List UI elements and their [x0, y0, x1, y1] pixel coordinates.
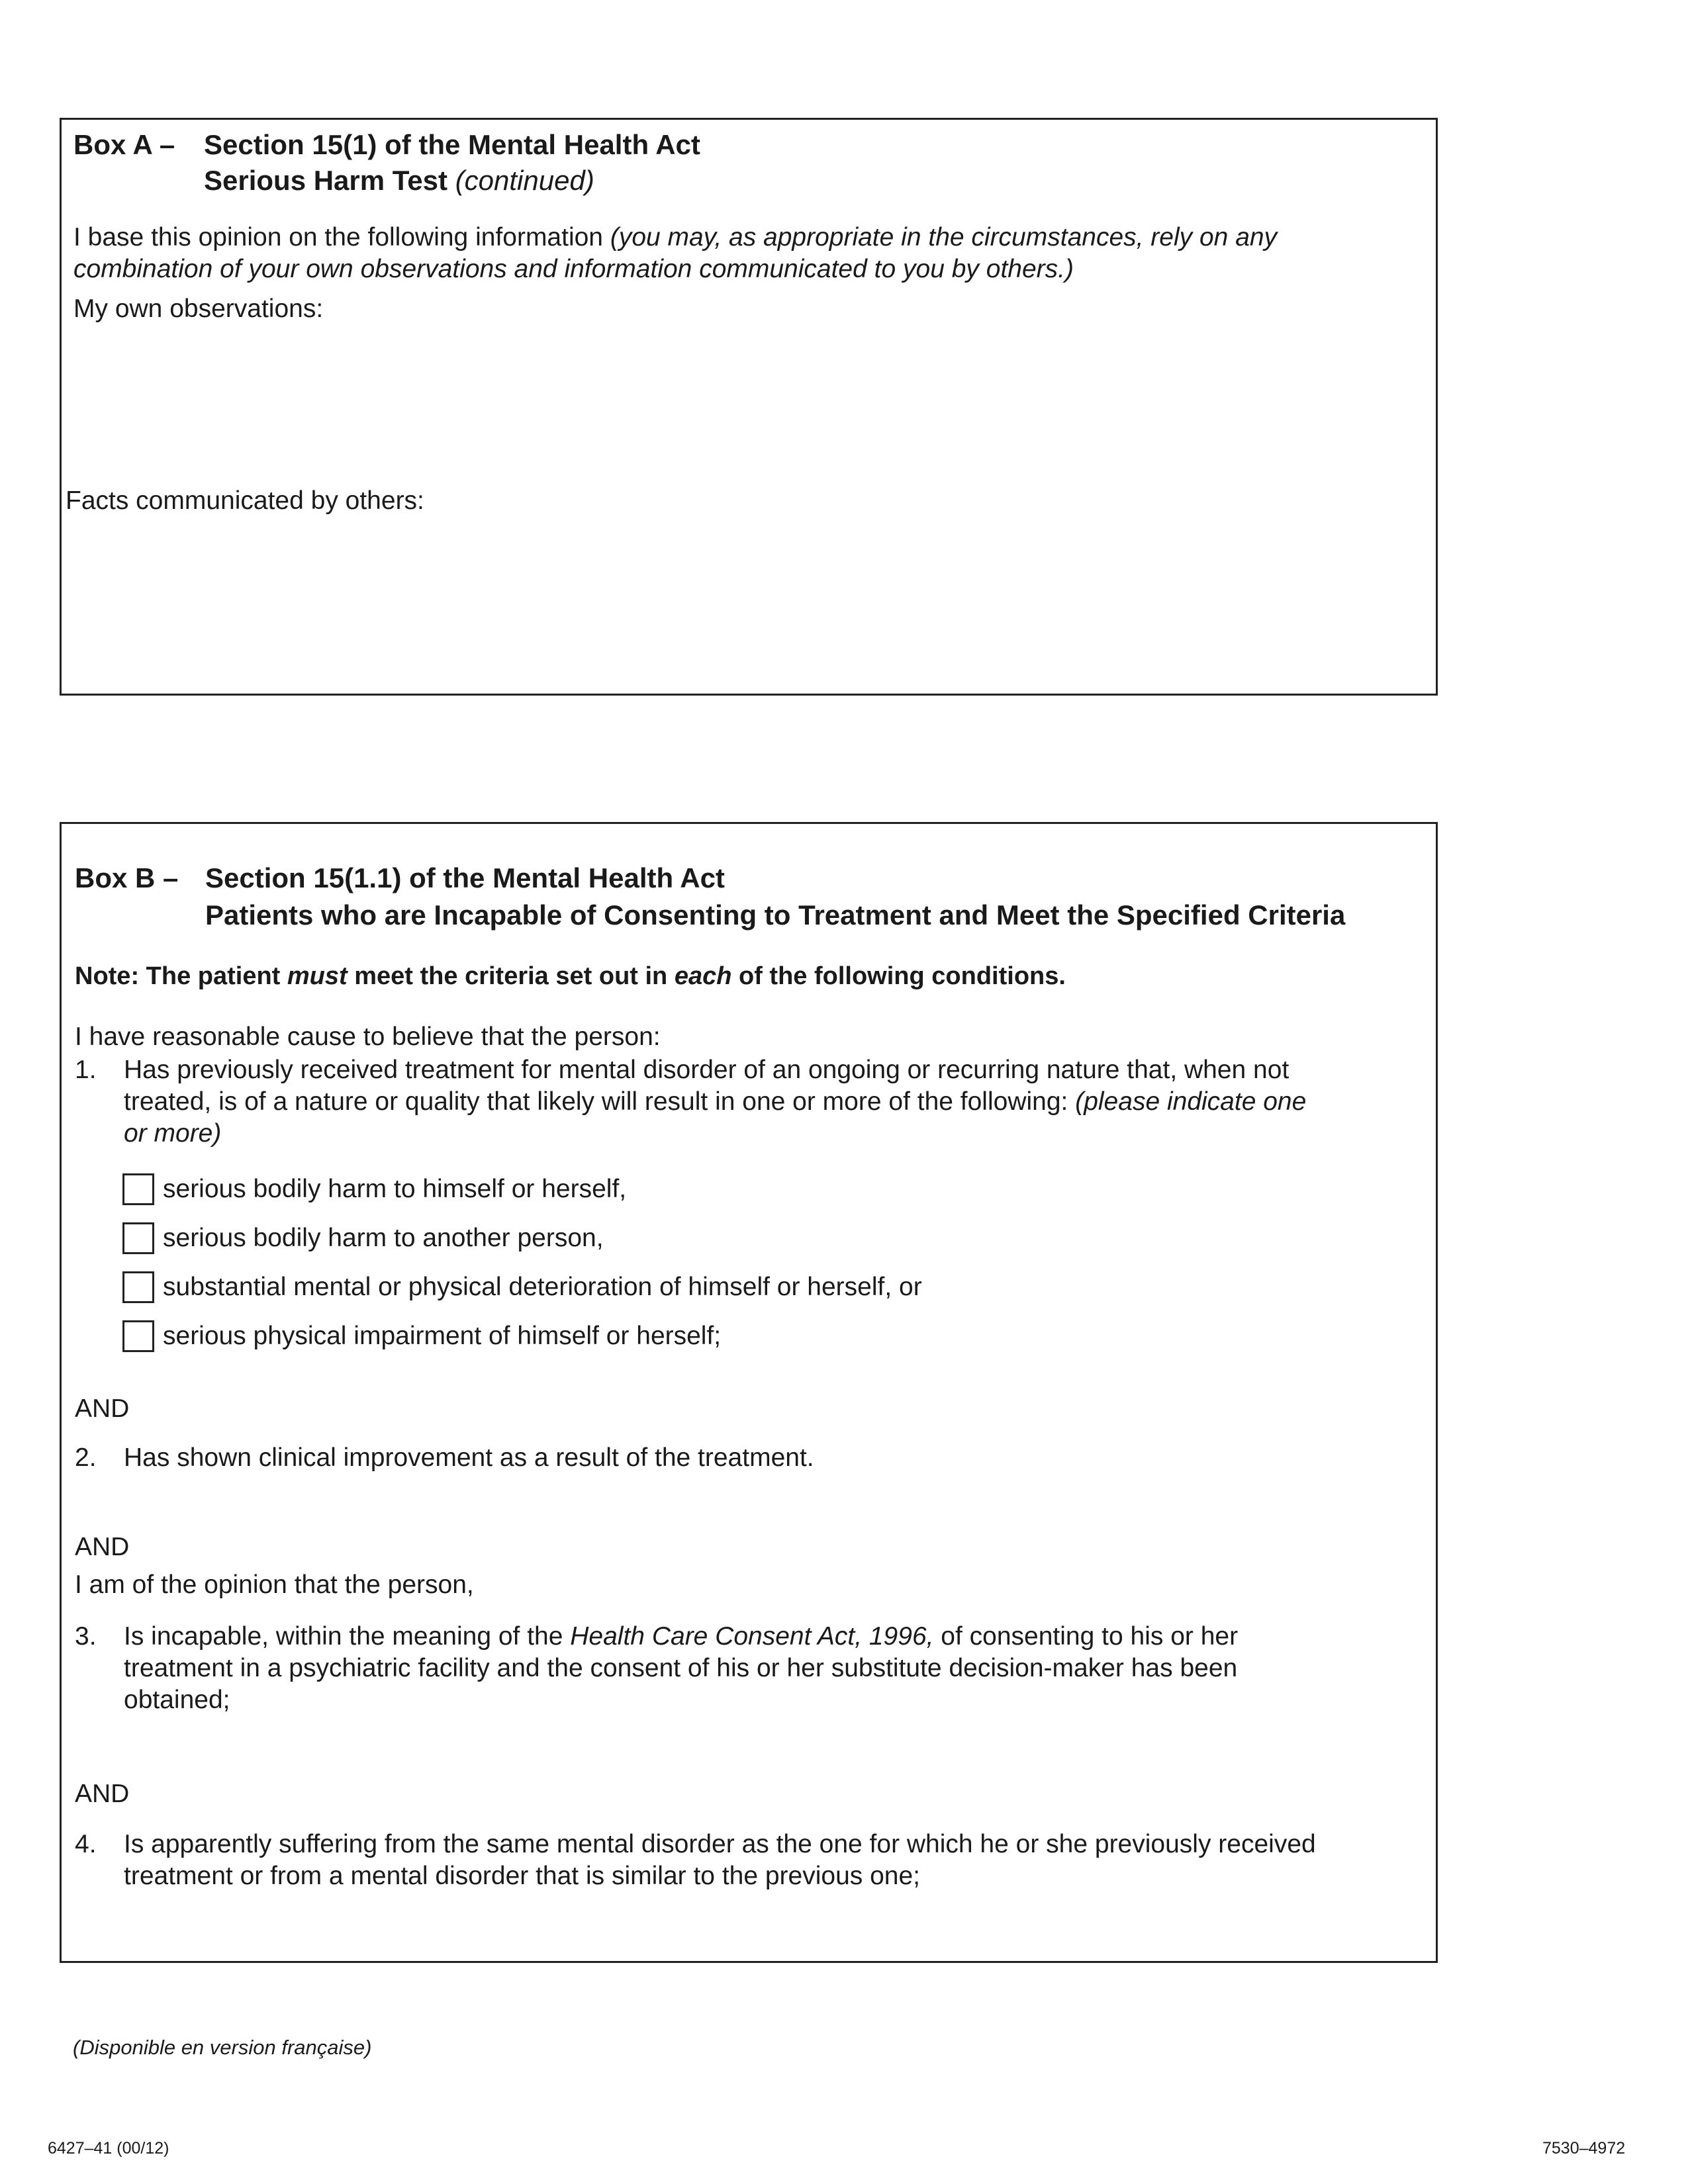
box-a-heading-continued: (continued)	[455, 165, 594, 196]
item3-line2: treatment in a psychiatric facility and the consent of his or her substitute decision-maker has been	[124, 1654, 1238, 1682]
item3-line3: obtained;	[124, 1686, 230, 1714]
box-a-basis-line1	[73, 223, 1277, 252]
option-impairment: serious physical impairment of himself or herself;	[163, 1322, 722, 1350]
item1-line2-italic: (please indicate one	[1075, 1087, 1307, 1116]
box-a-heading-line2	[204, 165, 594, 197]
opinion-intro: I am of the opinion that the person,	[75, 1570, 474, 1599]
item1-line1: Has previously received treatment for mental disorder of an ongoing or recurring nature that, when not	[124, 1056, 1289, 1084]
note-each: each	[674, 962, 732, 990]
checkbox-deterioration[interactable]	[122, 1271, 154, 1303]
box-a-heading-line1: Section 15(1) of the Mental Health Act	[204, 129, 700, 160]
checkbox-impairment[interactable]	[122, 1320, 154, 1352]
checkbox-harm-another[interactable]	[122, 1222, 154, 1254]
option-harm-another: serious bodily harm to another person,	[163, 1224, 604, 1252]
facts-communicated-field[interactable]	[73, 522, 1424, 681]
box-b-heading-line2: Patients who are Incapable of Consenting to Treatment and Meet the Specified Criteria	[205, 899, 1346, 931]
item2-text: Has shown clinical improvement as a result of the treatment.	[124, 1443, 814, 1472]
item1-line2	[124, 1087, 1306, 1116]
basis-intro: I base this opinion on the following information	[73, 223, 603, 251]
option-harm-self: serious bodily harm to himself or herself,	[163, 1175, 627, 1203]
item4-line2: treatment or from a mental disorder that is similar to the previous one;	[124, 1862, 921, 1890]
basis-note-line1: (you may, as appropriate in the circumstances, rely on any	[610, 223, 1278, 251]
facts-communicated-label: Facts communicated by others:	[66, 486, 424, 515]
note-part1: Note: The patient	[75, 962, 287, 990]
note-part3: meet the criteria set out in	[347, 962, 675, 990]
form-code: 6427–41 (00/12)	[48, 2139, 169, 2158]
and-connector-3: AND	[75, 1780, 130, 1808]
own-observations-label: My own observations:	[73, 295, 324, 323]
and-connector-1: AND	[75, 1394, 130, 1423]
criteria-note	[75, 962, 1066, 991]
item2-number: 2.	[75, 1443, 97, 1472]
checkbox-harm-self[interactable]	[122, 1173, 154, 1205]
item3-line1-a: Is incapable, within the meaning of the	[124, 1622, 571, 1651]
item1-line3: or more)	[124, 1119, 222, 1148]
box-b-label: Box B –	[75, 862, 179, 893]
box-b	[60, 822, 1438, 1963]
box-b-heading-line1: Section 15(1.1) of the Mental Health Act	[205, 862, 725, 893]
reasonable-cause-intro: I have reasonable cause to believe that the person:	[75, 1023, 661, 1051]
box-a	[60, 118, 1438, 696]
note-part5: of the following conditions.	[731, 962, 1066, 990]
catalog-number: 7530–4972	[1542, 2139, 1626, 2158]
basis-note-line2: combination of your own observations and information communicated to you by others.)	[73, 255, 1074, 283]
item3-number: 3.	[75, 1622, 97, 1651]
item1-line2-text: treated, is of a nature or quality that likely will result in one or more of the following:	[124, 1087, 1076, 1116]
box-a-label: Box A –	[73, 129, 175, 160]
option-deterioration: substantial mental or physical deterioration of himself or herself, or	[163, 1273, 922, 1301]
french-version-note: (Disponible en version française)	[73, 2036, 372, 2059]
item4-number: 4.	[75, 1830, 97, 1858]
item3-line1	[124, 1622, 1238, 1651]
item3-line1-b: of consenting to his or her	[933, 1622, 1239, 1651]
item3-act-name: Health Care Consent Act, 1996,	[570, 1622, 934, 1651]
item4-line1: Is apparently suffering from the same mental disorder as the one for which he or she previously received	[124, 1830, 1316, 1858]
box-a-heading-title: Serious Harm Test	[204, 165, 448, 196]
item1-number: 1.	[75, 1056, 97, 1084]
and-connector-2: AND	[75, 1533, 130, 1561]
note-must: must	[287, 962, 348, 990]
